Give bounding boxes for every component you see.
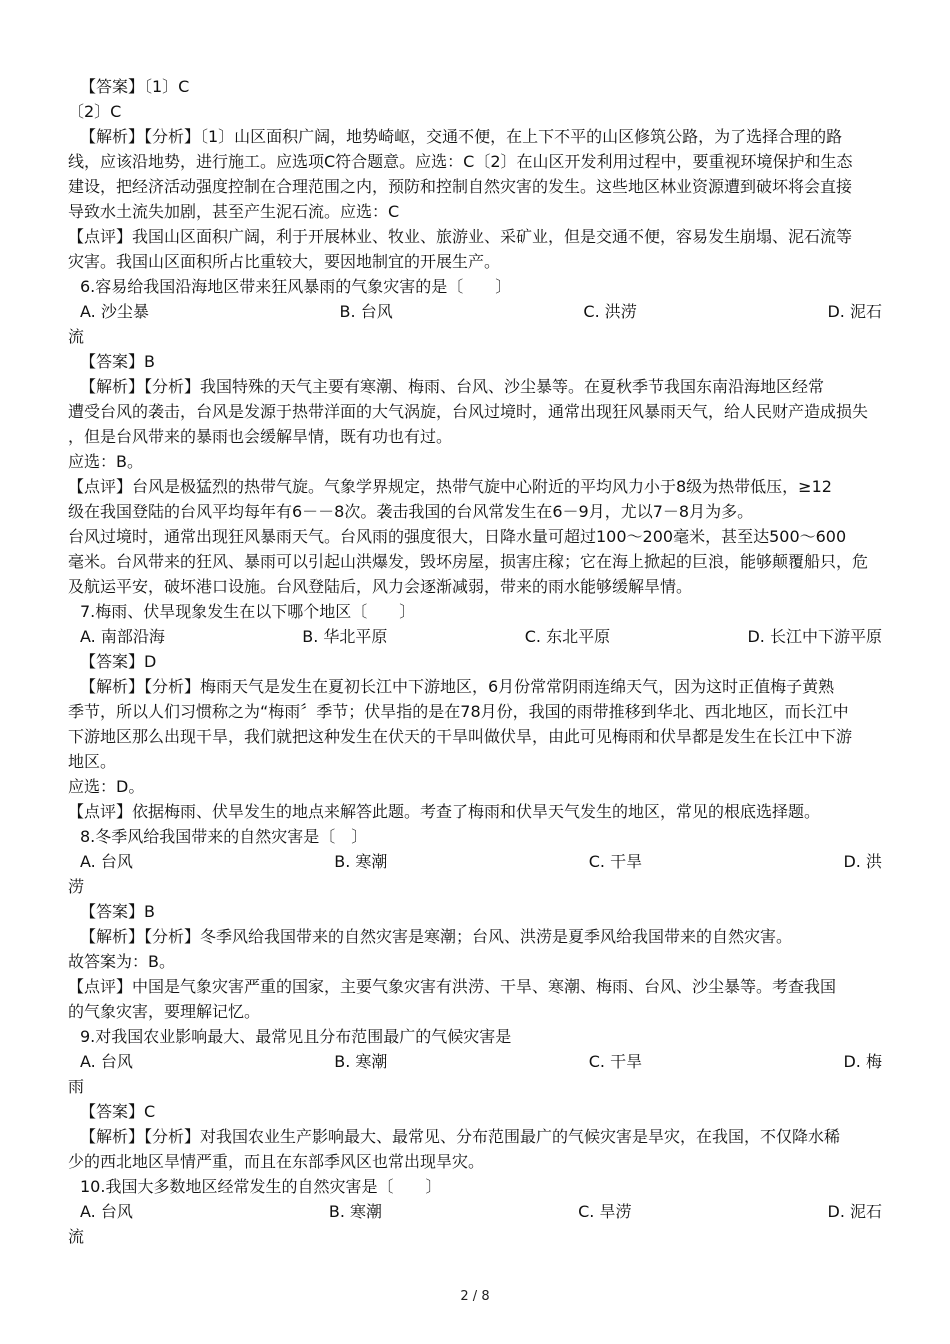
option-d: D. 长江中下游平原 xyxy=(747,627,882,646)
option-c: C. 干旱 xyxy=(588,852,643,871)
question-8-options xyxy=(68,849,882,874)
comment-line: 【点评】依据梅雨、伏旱发生的地点来解答此题。考查了梅雨和伏旱天气发生的地区，常见的根底选择题。 xyxy=(68,802,821,821)
comment-line: 【点评】台风是极猛烈的热带气旋。气象学界规定，热带气旋中心附近的平均风力小于8级为热带低压，≥12 xyxy=(68,477,832,496)
option-wrap: 流 xyxy=(68,327,85,346)
option-b: B. 华北平原 xyxy=(302,627,388,646)
question-7-options xyxy=(68,624,882,649)
comment-line: 级在我国登陆的台风平均每年有6－－8次。袭击我国的台风常发生在6－9月，尤以7－8月为多。 xyxy=(68,502,754,521)
answer-line: 【答案】C xyxy=(80,1102,156,1121)
option-d: D. 泥石 xyxy=(827,1202,882,1221)
analysis-line: ，但是台风带来的暴雨也会缓解旱情，既有功也有过。 xyxy=(68,427,453,446)
analysis-line: 【解析】【分析】冬季风给我国带来的自然灾害是寒潮；台风、洪涝是夏季风给我国带来的自然灾害。 xyxy=(80,927,793,946)
analysis-line: 季节，所以人们习惯称之为“梅雨〞季节；伏旱指的是在78月份，我国的雨带推移到华北、西北地区，而长江中 xyxy=(68,702,849,721)
question-8: 8.冬季风给我国带来的自然灾害是〔 〕 xyxy=(80,827,368,846)
option-d: D. 泥石 xyxy=(827,302,882,321)
option-c: C. 干旱 xyxy=(588,1052,643,1071)
option-a: A. 台风 xyxy=(80,852,133,871)
document-page xyxy=(68,74,882,1249)
option-b: B. 寒潮 xyxy=(334,1052,388,1071)
analysis-line: 【解析】【分析】对我国农业生产影响最大、最常见、分布范围最广的气候灾害是旱灾，在我国，不仅降水稀 xyxy=(80,1127,841,1146)
question-9: 9.对我国农业影响最大、最常见且分布范围最广的气候灾害是 xyxy=(80,1027,512,1046)
option-a: A. 台风 xyxy=(80,1052,133,1071)
analysis-line: 【解析】【分析】〔1〕山区面积广阔，地势崎岖，交通不便，在上下不平的山区修筑公路，为了选择合理的路 xyxy=(80,127,843,146)
option-c: C. 东北平原 xyxy=(524,627,611,646)
answer-line: 【答案】B xyxy=(80,352,155,371)
option-b: B. 寒潮 xyxy=(334,852,388,871)
option-c: C. 洪涝 xyxy=(583,302,637,321)
analysis-line: 线，应该沿地势，进行施工。应选项C符合题意。应选：C〔2〕在山区开发利用过程中，要重视环境保护和生态 xyxy=(68,152,853,171)
question-9-options xyxy=(68,1049,882,1074)
option-a: A. 台风 xyxy=(80,1202,133,1221)
answer-line: 【答案】D xyxy=(80,652,157,671)
option-d: D. 洪 xyxy=(843,852,882,871)
page-number: 2 / 8 xyxy=(460,1289,490,1304)
analysis-line: 下游地区那么出现干旱，我们就把这种发生在伏天的干旱叫做伏旱，由此可见梅雨和伏旱都是发生在长江中下游 xyxy=(68,727,853,746)
question-6: 6.容易给我国沿海地区带来狂风暴雨的气象灾害的是〔 〕 xyxy=(80,277,512,296)
question-10: 10.我国大多数地区经常发生的自然灾害是〔 〕 xyxy=(80,1177,442,1196)
comment-line: 灾害。我国山区面积所占比重较大，要因地制宜的开展生产。 xyxy=(68,252,501,271)
option-b: B. 寒潮 xyxy=(328,1202,383,1221)
option-b: B. 台风 xyxy=(339,302,393,321)
question-6-options xyxy=(68,299,882,324)
analysis-line: 少的西北地区旱情严重，而且在东部季风区也常出现旱灾。 xyxy=(68,1152,485,1171)
option-wrap: 流 xyxy=(68,1227,85,1246)
analysis-line: 应选：D。 xyxy=(68,777,145,796)
answer-line: 〔2〕C xyxy=(68,102,122,121)
option-a: A. 沙尘暴 xyxy=(80,302,149,321)
comment-line: 台风过境时，通常出现狂风暴雨天气。台风雨的强度很大，日降水量可超过100～200毫米，甚至达500～600 xyxy=(68,527,847,546)
comment-line: 【点评】我国山区面积广阔，利于开展林业、牧业、旅游业、采矿业，但是交通不便，容易发生崩塌、泥石流等 xyxy=(68,227,853,246)
question-10-options xyxy=(68,1199,882,1224)
comment-line: 及航运平安，破坏港口设施。台风登陆后，风力会逐渐减弱，带来的雨水能够缓解旱情。 xyxy=(68,577,693,596)
analysis-line: 【解析】【分析】我国特殊的天气主要有寒潮、梅雨、台风、沙尘暴等。在夏秋季节我国东南沿海地区经常 xyxy=(80,377,825,396)
option-wrap: 雨 xyxy=(68,1077,85,1096)
analysis-line: 导致水土流失加剧，甚至产生泥石流。应选：C xyxy=(68,202,400,221)
comment-line: 的气象灾害，要理解记忆。 xyxy=(68,1002,261,1021)
analysis-line: 应选：B。 xyxy=(68,452,143,471)
option-a: A. 南部沿海 xyxy=(80,627,165,646)
analysis-line: 故答案为：B。 xyxy=(68,952,175,971)
option-d: D. 梅 xyxy=(843,1052,882,1071)
analysis-line: 【解析】【分析】梅雨天气是发生在夏初长江中下游地区，6月份常常阴雨连绵天气，因为这时正值梅子黄熟 xyxy=(80,677,835,696)
comment-line: 毫米。台风带来的狂风、暴雨可以引起山洪爆发，毁坏房屋，损害庄稼；它在海上掀起的巨浪，能够颠覆船只，危 xyxy=(68,552,869,571)
answer-line: 【答案】〔1〕C xyxy=(80,77,190,96)
analysis-line: 地区。 xyxy=(68,752,117,771)
option-wrap: 涝 xyxy=(68,877,85,896)
analysis-line: 建设，把经济活动强度控制在合理范围之内，预防和控制自然灾害的发生。这些地区林业资源遭到破坏将会直接 xyxy=(68,177,853,196)
analysis-line: 遭受台风的袭击，台风是发源于热带洋面的大气涡旋，台风过境时，通常出现狂风暴雨天气，给人民财产造成损失 xyxy=(68,402,869,421)
option-c: C. 旱涝 xyxy=(578,1202,632,1221)
answer-line: 【答案】B xyxy=(80,902,155,921)
question-7: 7.梅雨、伏旱现象发生在以下哪个地区〔 〕 xyxy=(80,602,416,621)
comment-line: 【点评】中国是气象灾害严重的国家，主要气象灾害有洪涝、干旱、寒潮、梅雨、台风、沙尘暴等。考查我国 xyxy=(68,977,837,996)
